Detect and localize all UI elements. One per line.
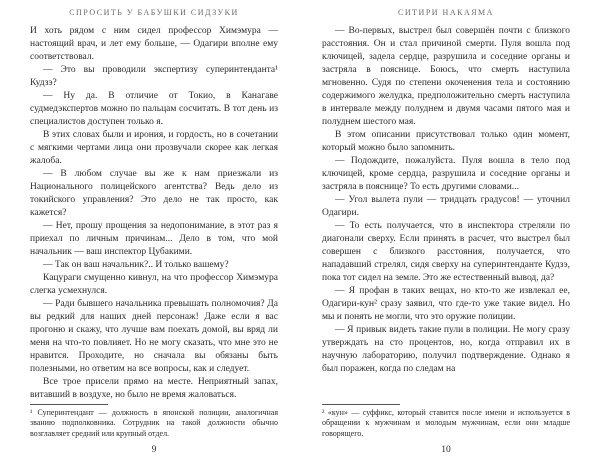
footnote-left: ¹ Суперинтендант — должность в японской полиции, аналогичная званию подполковника. Сотрудник на такой должности обычно возглавляет средний или крупный отдел. xyxy=(30,407,278,438)
paragraph: Все трое присели прямо на месте. Неприятный запах, витавший в воздухе, но было не время жаловаться. xyxy=(30,377,278,400)
paragraph: — Это вы проводили экспертизу суперинтенданта¹ Кудзэ? xyxy=(30,65,278,88)
paragraph: — То есть получается, что в инспектора стреляли по диагонали сверху. Если принять в расчет, что выстрел был совершен с близкого расстояния, получается, что нападавший стрелял, сидя сверху на суперинтенданте Кудзэ, пока тот сидел на земле. Это же естественный вывод, да? xyxy=(322,221,570,283)
paragraph: Кацураги смущенно кивнул, на что профессор Химэмура слегка усмехнулся. xyxy=(30,273,278,296)
footnote-rule xyxy=(30,404,108,405)
running-head-left: СПРОСИТЬ У БАБУШКИ СИДЗУКИ xyxy=(69,8,239,17)
footnote-right: ² «кун» — суффикс, который ставится после имени и используется в обращении к мужчинам и молодым мужчинам, если они младше говорящего. xyxy=(322,407,570,438)
page-right xyxy=(300,0,600,463)
footnote-rule xyxy=(322,404,400,405)
paragraph: — Я профан в таких вещах, но кто-то же извлекал ее, Одагири-кун² сразу заявил, что где-то уже такие видел. Но мы и понять не могли, что это оружие полиции. xyxy=(322,286,570,322)
running-head-right: СИТИРИ НАКАЯМА xyxy=(398,8,494,17)
paragraph: — В любом случае вы же к нам приезжали из Национального полицейского агентства? Ведь дело из токийского управления? Это дело не так просто, как кажется? xyxy=(30,169,278,218)
paragraph: — Я привык видеть такие пули в полиции. Не могу сразу утверждать на сто процентов, но, когда отправил их в научную лабораторию, получил подтверждение. Однако я был поражен, когда по следам на xyxy=(322,325,570,374)
paragraph: — Ради бывшего начальника превышать полномочия? Да вы редкий для наших дней персонаж! Даже если я вас прогоню и скажу, что лучше вам поехать домой, вы вряд ли меня на что-то повлияет. Но не могу сказать, что мне это не нравится. Проходите, но сначала вы обязаны быть полезными, но ответим на все вопросы, как и следует. xyxy=(30,299,278,374)
paragraph: В этом описании присутствовал только один момент, который можно было запомнить. xyxy=(322,130,570,153)
footnote-block-right xyxy=(322,404,570,440)
paragraph: И хоть рядом с ним сидел профессор Химэмура — настоящий врач, и лет ему больше, — Одагири вполне ему соответствовал. xyxy=(30,26,278,62)
page-number-left: 9 xyxy=(151,445,157,455)
paragraph: — Ну да. В отличие от Токио, в Канагаве судмедэкспертов можно по пальцам сосчитать. В тот день из специалистов доступен только я. xyxy=(30,91,278,127)
paragraph: — Угол вылета пули — тридцать градусов! — уточнил Одагири. xyxy=(322,195,570,218)
footnote-block-left xyxy=(30,404,278,440)
paragraph: В этих словах были и ирония, и гордость, но в сочетании с мягкими чертами лица они прозвучали скорее как легкая жалоба. xyxy=(30,130,278,166)
page-right-body xyxy=(322,25,570,400)
page-number-right: 10 xyxy=(441,445,451,455)
page-left-body xyxy=(30,25,278,400)
paragraph: — Подождите, пожалуйста. Пуля вошла в тело под ключицей, кроме сердца, разрушила и соседние органы и застряла в пояснице? То есть другими словами... xyxy=(322,156,570,192)
paragraph: — Нет, прошу прощения за недопонимание, в этот раз я приехал по личным причинам... Дело в том, что мой начальник — ваш инспектор Цубакими. xyxy=(30,221,278,257)
paragraph: — Во-первых, выстрел был совершён почти с близкого расстояния. Он и стал причиной смерти. Пуля вошла под ключицей, задела сердце, разрушила и соседние органы и застряла в пояснице. Боюсь, что смерть наступила мгновенно. Судя по степени окоченения тела и состоянию содержимого желудка, предположительно смерть наступила в интервале между полуднем и двумя часами пятого мая и полуднем шестого мая. xyxy=(322,26,570,127)
paragraph: — Так он ваш начальник?.. И только вашему? xyxy=(43,260,229,270)
